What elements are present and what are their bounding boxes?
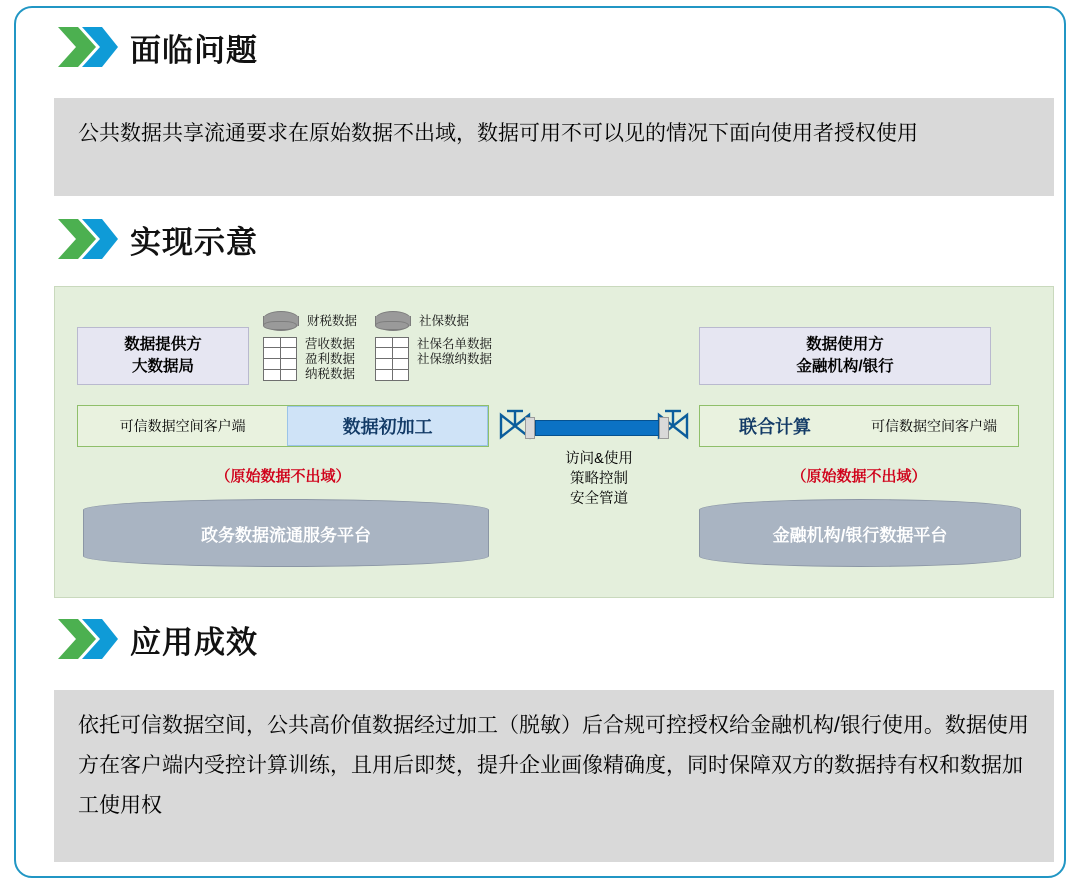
- pipe-cap-left: [525, 417, 535, 439]
- channel-line2: 策略控制: [570, 471, 628, 487]
- channel-line1: 访问&使用: [565, 451, 633, 467]
- problem-text-box: [54, 98, 1054, 196]
- consumer-client-label: 可信数据空间客户端: [871, 418, 997, 434]
- provider-line1: 数据提供方: [124, 336, 202, 353]
- consumer-line1: 数据使用方: [806, 336, 884, 353]
- consumer-box: [699, 327, 991, 385]
- channel-line3: 安全管道: [570, 491, 628, 507]
- problem-text: 公共数据共享流通要求在原始数据不出域，数据可用不可以见的情况下面向使用者授权使用: [78, 122, 918, 145]
- database-icon: [263, 311, 299, 331]
- provider-client-bar: [77, 405, 489, 447]
- table-icon: [375, 337, 409, 381]
- source-item-label: 社保名单数据: [417, 337, 493, 351]
- section-title-effect: 应用成效: [130, 624, 258, 660]
- double-chevron-icon: [56, 616, 118, 662]
- section-title-problem: 面临问题: [130, 32, 258, 68]
- secure-pipe: [535, 420, 659, 436]
- section-header-problem: [56, 24, 258, 70]
- slide-frame: [14, 6, 1066, 878]
- provider-red-note-text: （原始数据不出域）: [215, 468, 351, 485]
- source-item-label: 纳税数据: [305, 367, 356, 381]
- provider-client-label: 可信数据空间客户端: [119, 418, 246, 434]
- channel-note: [539, 449, 659, 509]
- consumer-process-label: 联合计算: [739, 417, 811, 437]
- consumer-line2: 金融机构/银行: [796, 358, 894, 375]
- section-header-effect: [56, 616, 258, 662]
- consumer-red-note: [699, 465, 1019, 486]
- source-item-label: 盈利数据: [305, 352, 356, 366]
- data-source-group-social-security: [375, 311, 492, 381]
- provider-box: [77, 327, 249, 385]
- provider-process-box: [287, 406, 488, 446]
- provider-red-note: [77, 465, 489, 486]
- table-icon: [263, 337, 297, 381]
- architecture-diagram: [54, 286, 1054, 598]
- section-header-implementation: [56, 216, 258, 262]
- data-source-group-tax: [263, 311, 357, 382]
- pipe-cap-right: [659, 417, 669, 439]
- database-icon: [375, 311, 411, 331]
- provider-process-label: 数据初加工: [342, 417, 433, 437]
- effect-text: 依托可信数据空间，公共高价值数据经过加工（脱敏）后合规可控授权给金融机构/银行使用。数据使用方在客户端内受控计算训练，且用后即焚，提升企业画像精确度，同时保障双方的数据持有权和数据加工使用权: [78, 714, 1029, 817]
- source-db-label-social: 社保数据: [419, 313, 470, 328]
- provider-platform: [83, 499, 489, 567]
- section-title-implementation: 实现示意: [130, 224, 258, 260]
- provider-platform-label: 政务数据流通服务平台: [201, 525, 371, 545]
- consumer-platform-label: 金融机构/银行数据平台: [772, 525, 948, 545]
- source-item-label: 营收数据: [305, 337, 356, 351]
- consumer-red-note-text: （原始数据不出域）: [791, 468, 927, 485]
- consumer-platform: [699, 499, 1021, 567]
- double-chevron-icon: [56, 24, 118, 70]
- double-chevron-icon: [56, 216, 118, 262]
- source-item-label: 社保缴纳数据: [417, 352, 493, 366]
- consumer-process-box: [700, 406, 850, 446]
- source-db-label-tax: 财税数据: [307, 313, 358, 328]
- consumer-client-bar: [699, 405, 1019, 447]
- provider-line2: 大数据局: [131, 358, 194, 375]
- effect-text-box: [54, 690, 1054, 862]
